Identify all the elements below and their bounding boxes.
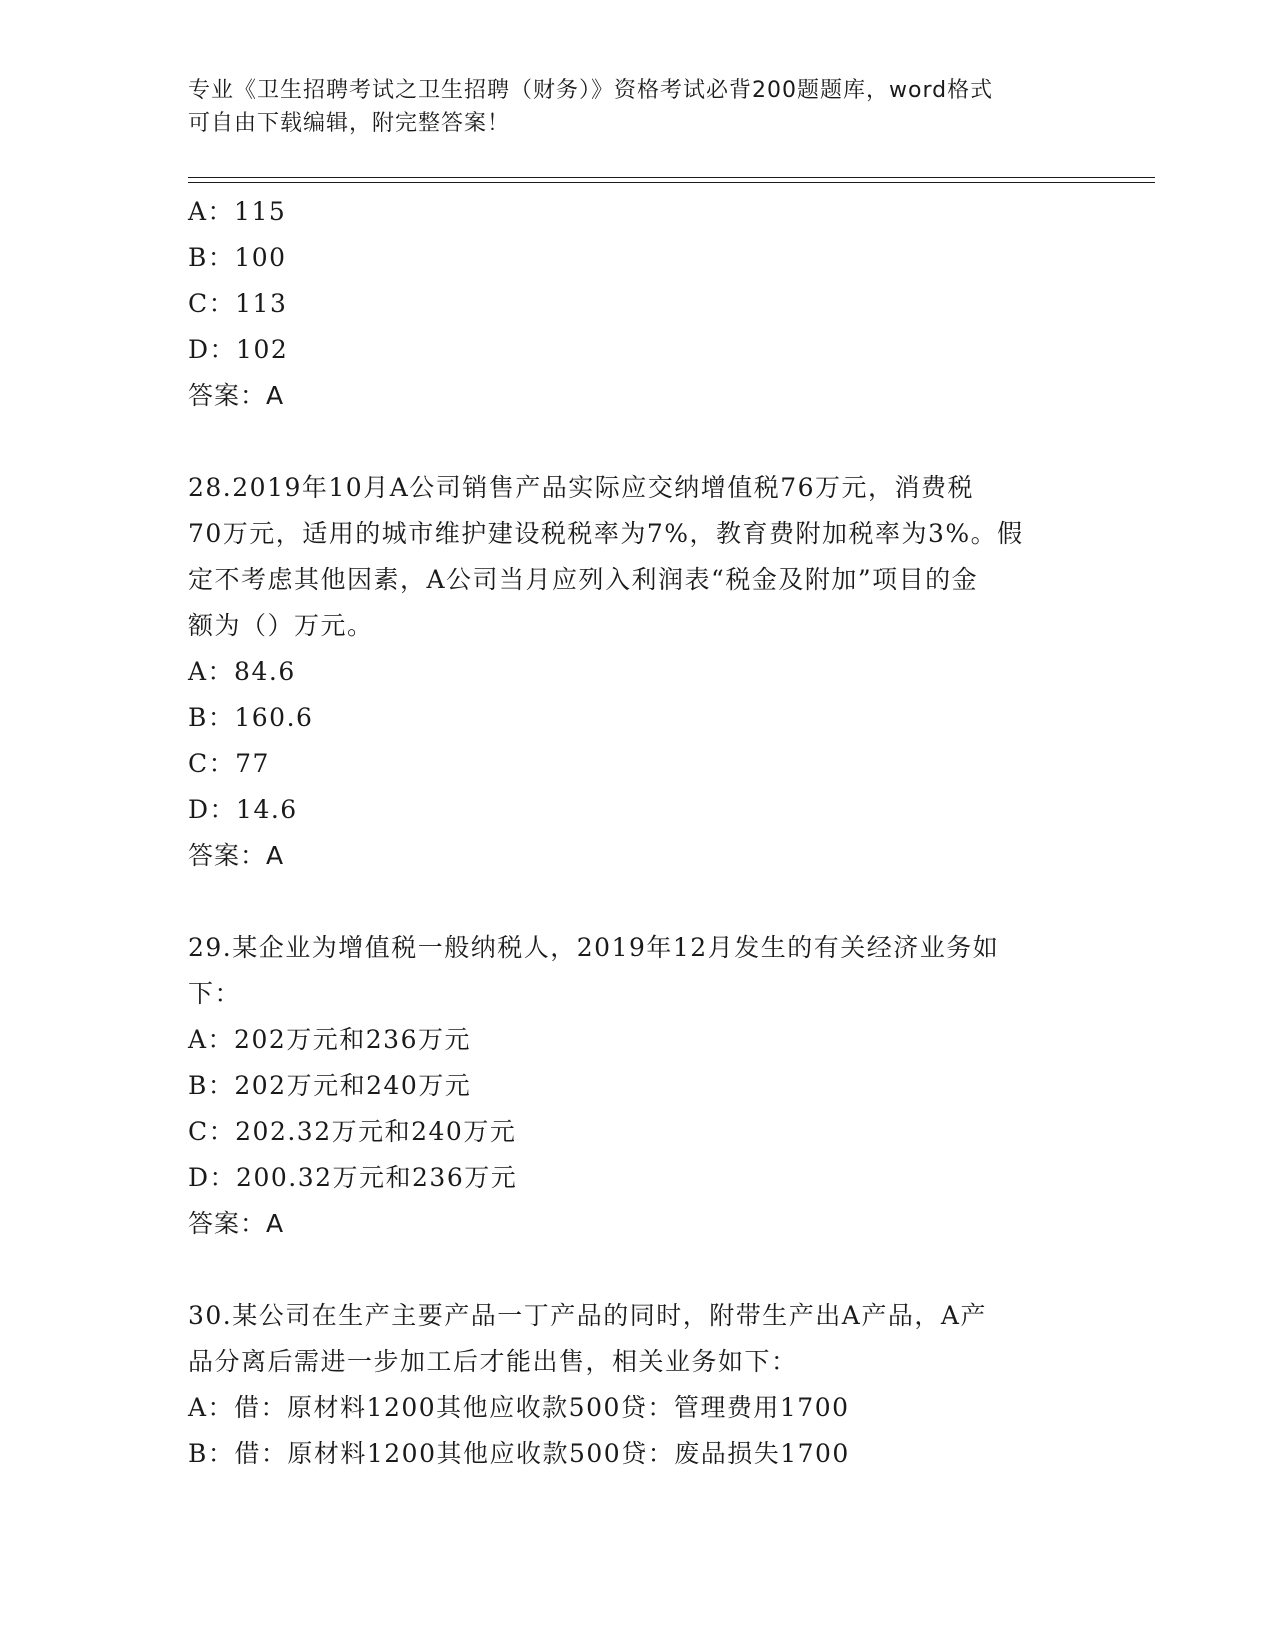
option-a: A：115	[188, 197, 287, 226]
answer-line: 答案：A	[188, 841, 285, 870]
header-title-line-1: 专业《卫生招聘考试之卫生招聘（财务）》资格考试必背200题题库，word格式	[188, 78, 994, 103]
question-text-line: 定不考虑其他因素，A公司当月应列入利润表“税金及附加”项目的金	[188, 565, 979, 594]
question-27	[188, 189, 1088, 419]
spacer	[188, 1247, 1088, 1293]
question-29	[188, 925, 1088, 1247]
question-list	[188, 189, 1088, 1477]
option-b: B：100	[188, 243, 287, 272]
option-c: C：113	[188, 289, 288, 318]
spacer	[188, 419, 1088, 465]
option-c: C：202.32万元和240万元	[188, 1117, 517, 1146]
question-text-line: 70万元，适用的城市维护建设税税率为7%，教育费附加税率为3%。假	[188, 519, 1024, 548]
header-divider-top	[188, 177, 1155, 178]
document-header	[188, 74, 1068, 140]
question-text	[188, 465, 1088, 649]
question-text	[188, 925, 1088, 1017]
option-b: B：202万元和240万元	[188, 1071, 472, 1100]
question-30	[188, 1293, 1088, 1477]
option-a: A：202万元和236万元	[188, 1025, 471, 1054]
option-a: A：84.6	[188, 657, 296, 686]
header-title-line-2: 可自由下载编辑，附完整答案！	[188, 111, 511, 136]
option-d: D：14.6	[188, 795, 298, 824]
option-c: C：77	[188, 749, 270, 778]
question-text-line: 29.某企业为增值税一般纳税人，2019年12月发生的有关经济业务如	[188, 933, 1000, 962]
question-text	[188, 1293, 1088, 1385]
option-b: B：借：原材料1200其他应收款500贷：废品损失1700	[188, 1439, 850, 1468]
question-28	[188, 465, 1088, 879]
question-text-line: 品分离后需进一步加工后才能出售，相关业务如下：	[188, 1347, 798, 1376]
question-text-line: 下：	[188, 979, 242, 1008]
option-d: D：200.32万元和236万元	[188, 1163, 518, 1192]
answer-line: 答案：A	[188, 1209, 285, 1238]
option-b: B：160.6	[188, 703, 314, 732]
question-text-line: 30.某公司在生产主要产品一丁产品的同时，附带生产出A产品，A产	[188, 1301, 987, 1330]
option-a: A：借：原材料1200其他应收款500贷：管理费用1700	[188, 1393, 850, 1422]
header-divider-bottom	[188, 182, 1155, 183]
answer-line: 答案：A	[188, 381, 285, 410]
spacer	[188, 879, 1088, 925]
option-d: D：102	[188, 335, 289, 364]
question-text-line: 额为（）万元。	[188, 611, 374, 640]
question-text-line: 28.2019年10月A公司销售产品实际应交纳增值税76万元，消费税	[188, 473, 975, 502]
